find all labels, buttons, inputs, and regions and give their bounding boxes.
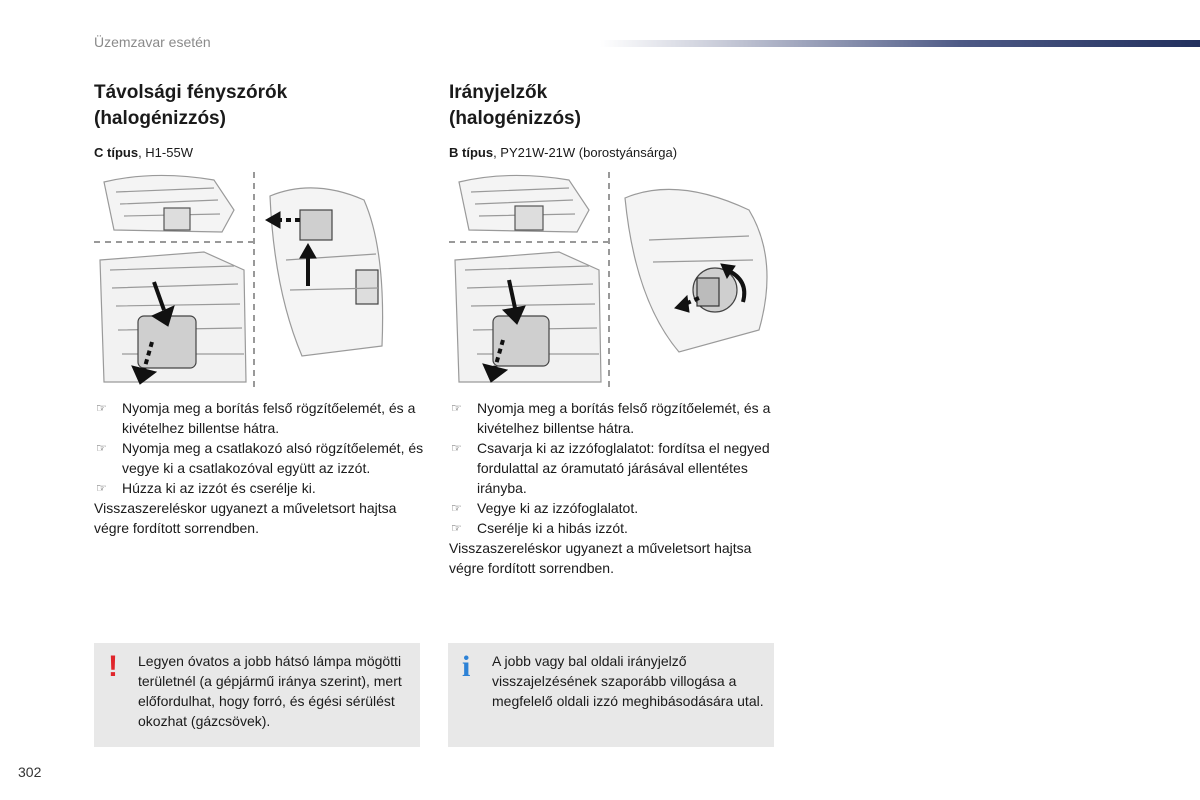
left-column-header	[94, 80, 424, 161]
header-gradient-bar	[600, 40, 1200, 47]
pointing-hand-icon: ☞	[451, 501, 462, 515]
reassembly-note: Visszaszereléskor ugyanezt a műveletsort hajtsa végre fordított sorrendben.	[94, 500, 397, 536]
info-note	[448, 643, 774, 747]
high-beam-steps	[94, 398, 424, 538]
list-item: ☞ Nyomja meg a csatlakozó alsó rögzítőelemét, és vegye ki a csatlakozóval együtt az izzót.	[96, 440, 424, 476]
list-item: ☞ Húzza ki az izzót és cserélje ki.	[96, 480, 316, 496]
page-number: 302	[18, 764, 42, 780]
left-type-line: C típus, H1-55W	[94, 145, 193, 160]
high-beam-illustration	[94, 170, 424, 392]
indicator-steps	[449, 398, 779, 578]
warning-note-text: Legyen óvatos a jobb hátsó lámpa mögötti területnél (a gépjármű iránya szerint), mert előfordulhat, hogy forró, és égési sérülést okozhat (gázcsövek).	[138, 653, 402, 729]
right-type-line: B típus, PY21W-21W (borostyánsárga)	[449, 145, 678, 160]
info-icon: i	[462, 650, 471, 683]
info-note-text: A jobb vagy bal oldali irányjelző visszajelzésének szaporább villogása a megfelelő oldali izzó meghibásodására utal.	[492, 653, 764, 709]
pointing-hand-icon: ☞	[451, 441, 462, 455]
pointing-hand-icon: ☞	[96, 401, 107, 415]
list-item: ☞ Csavarja ki az izzófoglalatot: fordítsa el negyed fordulattal az óramutató járásával ellentétes irányba.	[451, 440, 770, 496]
warning-icon: !	[108, 650, 118, 683]
reassembly-note: Visszaszereléskor ugyanezt a műveletsort hajtsa végre fordított sorrendben.	[449, 540, 752, 576]
right-column-header	[449, 80, 779, 161]
list-item: ☞ Nyomja meg a borítás felső rögzítőelemét, és a kivételhez billentse hátra.	[96, 400, 416, 436]
indicator-illustration	[449, 170, 779, 392]
pointing-hand-icon: ☞	[96, 481, 107, 495]
headlamp-diagram-svg	[94, 170, 424, 392]
pointing-hand-icon: ☞	[96, 441, 107, 455]
list-item: ☞ Nyomja meg a borítás felső rögzítőelemét, és a kivételhez billentse hátra.	[451, 400, 771, 436]
list-item: ☞ Vegye ki az izzófoglalatot.	[451, 500, 639, 516]
left-heading: Távolsági fényszórók (halogénizzós)	[94, 82, 288, 129]
list-item: ☞ Cserélje ki a hibás izzót.	[451, 520, 628, 536]
right-heading: Irányjelzők (halogénizzós)	[449, 82, 581, 129]
section-label: Üzemzavar esetén	[94, 34, 211, 50]
pointing-hand-icon: ☞	[451, 401, 462, 415]
pointing-hand-icon: ☞	[451, 521, 462, 535]
indicator-diagram-svg	[449, 170, 779, 392]
warning-note	[94, 643, 420, 747]
